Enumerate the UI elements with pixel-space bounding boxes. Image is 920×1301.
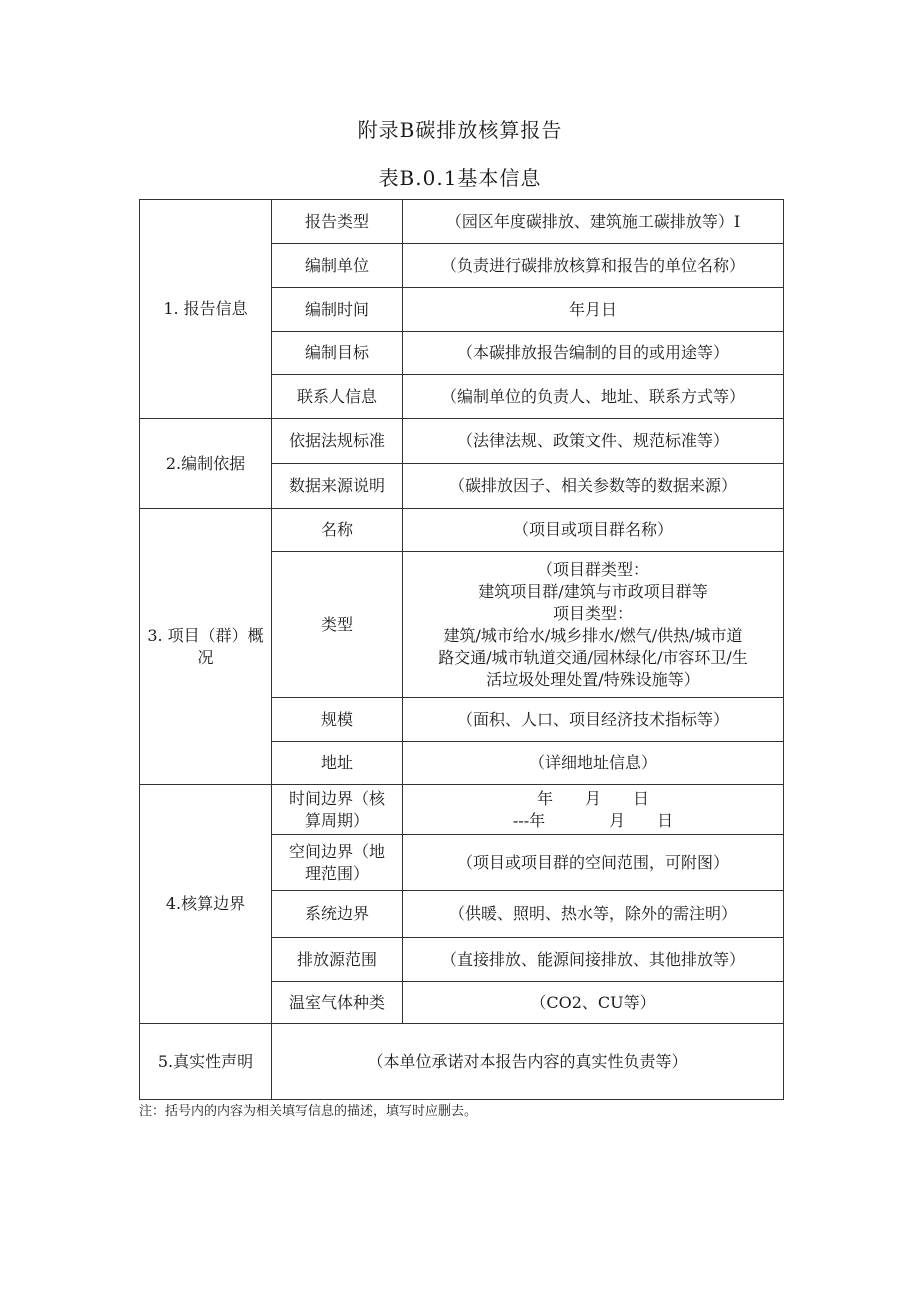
- type-line: 活垃圾处理处置/特殊设施等）: [486, 669, 700, 689]
- field-value: （面积、人口、项目经济技术指标等）: [403, 698, 784, 742]
- field-label: 温室气体种类: [272, 982, 403, 1024]
- field-value: （供暖、照明、热水等，除外的需注明）: [403, 891, 784, 938]
- field-label: 联系人信息: [272, 375, 403, 419]
- field-label-line: 空间边界（地: [288, 841, 385, 861]
- field-value: （本单位承诺对本报告内容的真实性负责等）: [272, 1024, 784, 1100]
- type-line: 建筑项目群/建筑与市政项目群等: [478, 581, 708, 601]
- section-label-basis: 2.编制依据: [140, 419, 272, 509]
- table-row: [140, 785, 784, 835]
- field-label: 编制时间: [272, 288, 403, 332]
- field-label: 报告类型: [272, 200, 403, 244]
- field-label-line: 时间边界（核: [288, 788, 385, 808]
- table-row: [140, 200, 784, 244]
- section-label-report-info: 1. 报告信息: [140, 200, 272, 419]
- section-label-project-overview: [140, 509, 272, 785]
- field-value: （直接排放、能源间接排放、其他排放等）: [403, 938, 784, 982]
- field-value: （编制单位的负责人、地址、联系方式等）: [403, 375, 784, 419]
- field-label: [272, 785, 403, 835]
- field-label: 系统边界: [272, 891, 403, 938]
- field-label: 类型: [272, 552, 403, 698]
- field-label: 编制单位: [272, 244, 403, 288]
- field-value: （负责进行碳排放核算和报告的单位名称）: [403, 244, 784, 288]
- field-label-line: 理范围）: [304, 863, 369, 883]
- type-line: 路交通/城市轨道交通/园林绿化/市容环卫/生: [438, 647, 748, 667]
- type-line: （项目群类型：: [536, 559, 649, 579]
- field-label-line: 算周期）: [304, 810, 369, 830]
- section-label-line: 3. 项目（群）概: [147, 625, 264, 645]
- field-value: [403, 785, 784, 835]
- field-value: （园区年度碳排放、建筑施工碳排放等）I: [403, 200, 784, 244]
- document-title: 附录B碳排放核算报告: [357, 118, 563, 142]
- field-label: 名称: [272, 509, 403, 552]
- field-label: 数据来源说明: [272, 464, 403, 509]
- field-value: （详细地址信息）: [403, 742, 784, 785]
- table-row: [140, 419, 784, 464]
- section-label-declaration: 5.真实性声明: [140, 1024, 272, 1100]
- field-label: 规模: [272, 698, 403, 742]
- table-row: [140, 509, 784, 552]
- field-label: 编制目标: [272, 332, 403, 375]
- field-label: 地址: [272, 742, 403, 785]
- field-label: 排放源范围: [272, 938, 403, 982]
- table-row: [140, 1024, 784, 1100]
- field-value: （碳排放因子、相关参数等的数据来源）: [403, 464, 784, 509]
- footnote: 注：括号内的内容为相关填写信息的描述，填写时应删去。: [139, 1104, 478, 1119]
- section-label-boundary: 4.核算边界: [140, 785, 272, 1024]
- field-value: （项目或项目群名称）: [403, 509, 784, 552]
- field-value: （项目或项目群的空间范围，可附图）: [403, 835, 784, 891]
- type-line: 项目类型：: [552, 603, 633, 623]
- section-label-line: 况: [197, 647, 214, 667]
- field-value: （法律法规、政策文件、规范标准等）: [403, 419, 784, 464]
- date-line: ---年 月 日: [512, 810, 674, 830]
- field-label: [272, 835, 403, 891]
- field-label: 依据法规标准: [272, 419, 403, 464]
- field-value: （本碳排放报告编制的目的或用途等）: [403, 332, 784, 375]
- field-value-type: [403, 552, 784, 698]
- field-value: （CO2、CU等）: [403, 982, 784, 1024]
- table-title: 表B.0.1基本信息: [378, 166, 542, 190]
- type-line: 建筑/城市给水/城乡排水/燃气/供热/城市道: [443, 625, 743, 645]
- date-line: 年 月 日: [536, 788, 649, 808]
- basic-info-table: [139, 199, 784, 1100]
- field-value: 年月日: [403, 288, 784, 332]
